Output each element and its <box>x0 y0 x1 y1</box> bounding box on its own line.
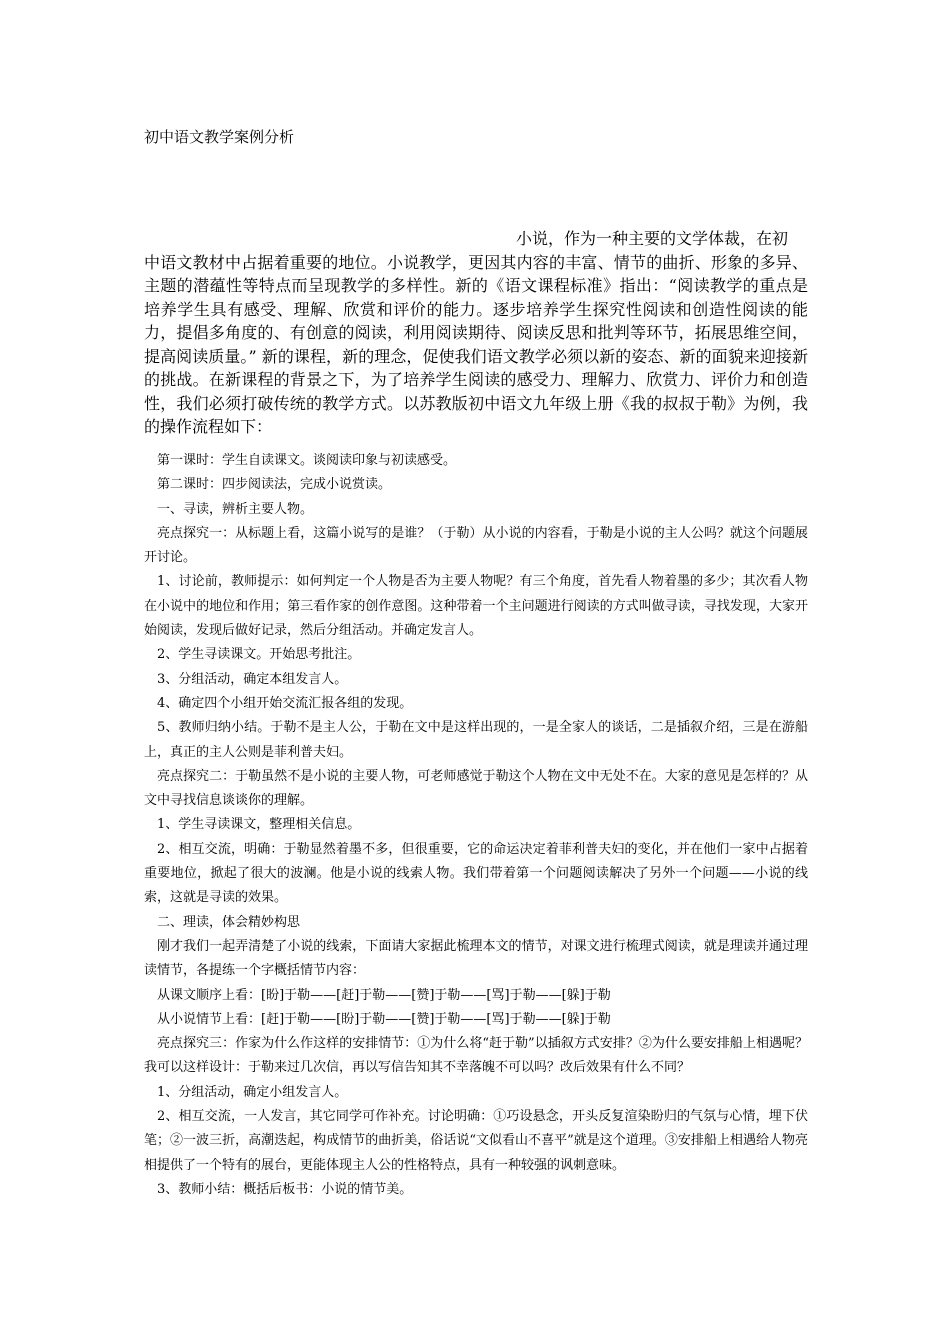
intro-first-line: 小说，作为一种主要的文学体裁，在初 <box>516 229 789 248</box>
paragraph: 从小说情节上看：[赶]于勒——[盼]于勒——[赞]于勒——[骂]于勒——[躲]于勒 <box>157 1011 611 1027</box>
section-heading: 一、寻读，辨析主要人物。 <box>157 501 314 517</box>
paragraph: 第二课时：四步阅读法，完成小说赏读。 <box>157 477 392 493</box>
list-item: 3、教师小结：概括后板书：小说的情节美。 <box>157 1181 413 1197</box>
list-item: 2、学生寻读课文。开始思考批注。 <box>157 647 361 663</box>
paragraph: 亮点探究二：于勒虽然不是小说的主要人物，可老师感觉于勒这个人物在文中无处不在。大家的意见是怎样的？从文中寻找信息谈谈你的理解。 <box>144 768 808 809</box>
paragraph: 亮点探究一：从标题上看，这篇小说写的是谁？（于勒）从小说的内容看，于勒是小说的主人公吗？就这个问题展开讨论。 <box>144 525 808 566</box>
section-heading: 二、理读，体会精妙构思 <box>157 914 301 930</box>
list-item: 2、相互交流，明确：于勒显然着墨不多，但很重要，它的命运决定着菲利普夫妇的变化，并在他们一家中占据着重要地位，掀起了很大的波澜。他是小说的线索人物。我们带着第一个问题阅读解决了另外一个问题——小说的线索，这就是寻读的效果。 <box>144 841 808 906</box>
document-title: 初中语文教学案例分析 <box>144 128 295 146</box>
list-item: 4、确定四个小组开始交流汇报各组的发现。 <box>157 695 413 711</box>
list-item: 1、学生寻读课文，整理相关信息。 <box>157 817 361 833</box>
list-item: 1、讨论前，教师提示：如何判定一个人物是否为主要人物呢？有三个角度，首先看人物着墨的多少；其次看人物在小说中的地位和作用；第三看作家的创作意图。这种带着一个主问题进行阅读的方式叫做寻读，寻找发现，大家开始阅读，发现后做好记录，然后分组活动。并确定发言人。 <box>144 574 808 639</box>
paragraph: 亮点探究三：作家为什么作这样的安排情节：①为什么将“赶于勒”以插叙方式安排？②为什么要安排船上相遇呢？我可以这样设计：于勒来过几次信，再以写信告知其不幸落魄不可以吗？改后效果有什么不同？ <box>144 1036 808 1076</box>
paragraph: 刚才我们一起弄清楚了小说的线索，下面请大家据此梳理本文的情节，对课文进行梳理式阅读，就是理读并通过理读情节，各提练一个字概括情节内容： <box>144 938 808 979</box>
intro-text: 中语文教材中占据着重要的地位。小说教学，更因其内容的丰富、情节的曲折、形象的多异、主题的潜蕴性等特点而呈现教学的多样性。新的《语文课程标准》指出：“阅读教学的重点是培养学生具有感受、理解、欣赏和评价的能力。逐步培养学生探究性阅读和创造性阅读的能力，提倡多角度的、有创意的阅读，利用阅读期待、阅读反思和批判等环节，拓展思维空间，提高阅读质量。” 新的课程，新的理念，促使我们语文教学必须以新的姿态、新的面貌来迎接新的挑战。在新课程的背景之下，为了培养学生阅读的感受力、理解力、欣赏力、评价力和创造性，我们必须打破传统的教学方式。以苏教版初中语文九年级上册《我的叔叔于勒》为例，我的操作流程如下： <box>144 252 808 436</box>
list-item: 2、相互交流，一人发言，其它同学可作补充。讨论明确：①巧设悬念，开头反复渲染盼归的气氛与心情，埋下伏笔；②一波三折，高潮迭起，构成情节的曲折美，俗话说“文似看山不喜平”就是这个道理。③安排船上相遇给人物亮相提供了一个特有的展台，更能体现主人公的性格特点，具有一种较强的讽刺意味。 <box>144 1109 808 1173</box>
list-item: 1、分组活动，确定小组发言人。 <box>157 1084 348 1100</box>
intro-paragraph <box>144 227 808 439</box>
body-text <box>144 449 808 1202</box>
list-item: 5、教师归纳小结。于勒不是主人公，于勒在文中是这样出现的，一是全家人的谈话，二是插叙介绍，三是在游船上，真正的主人公则是菲利普夫妇。 <box>144 720 808 760</box>
list-item: 3、分组活动，确定本组发言人。 <box>157 671 348 687</box>
paragraph: 第一课时：学生自读课文。谈阅读印象与初读感受。 <box>157 453 457 468</box>
paragraph: 从课文顺序上看：[盼]于勒——[赶]于勒——[赞]于勒——[骂]于勒——[躲]于勒 <box>157 987 611 1003</box>
